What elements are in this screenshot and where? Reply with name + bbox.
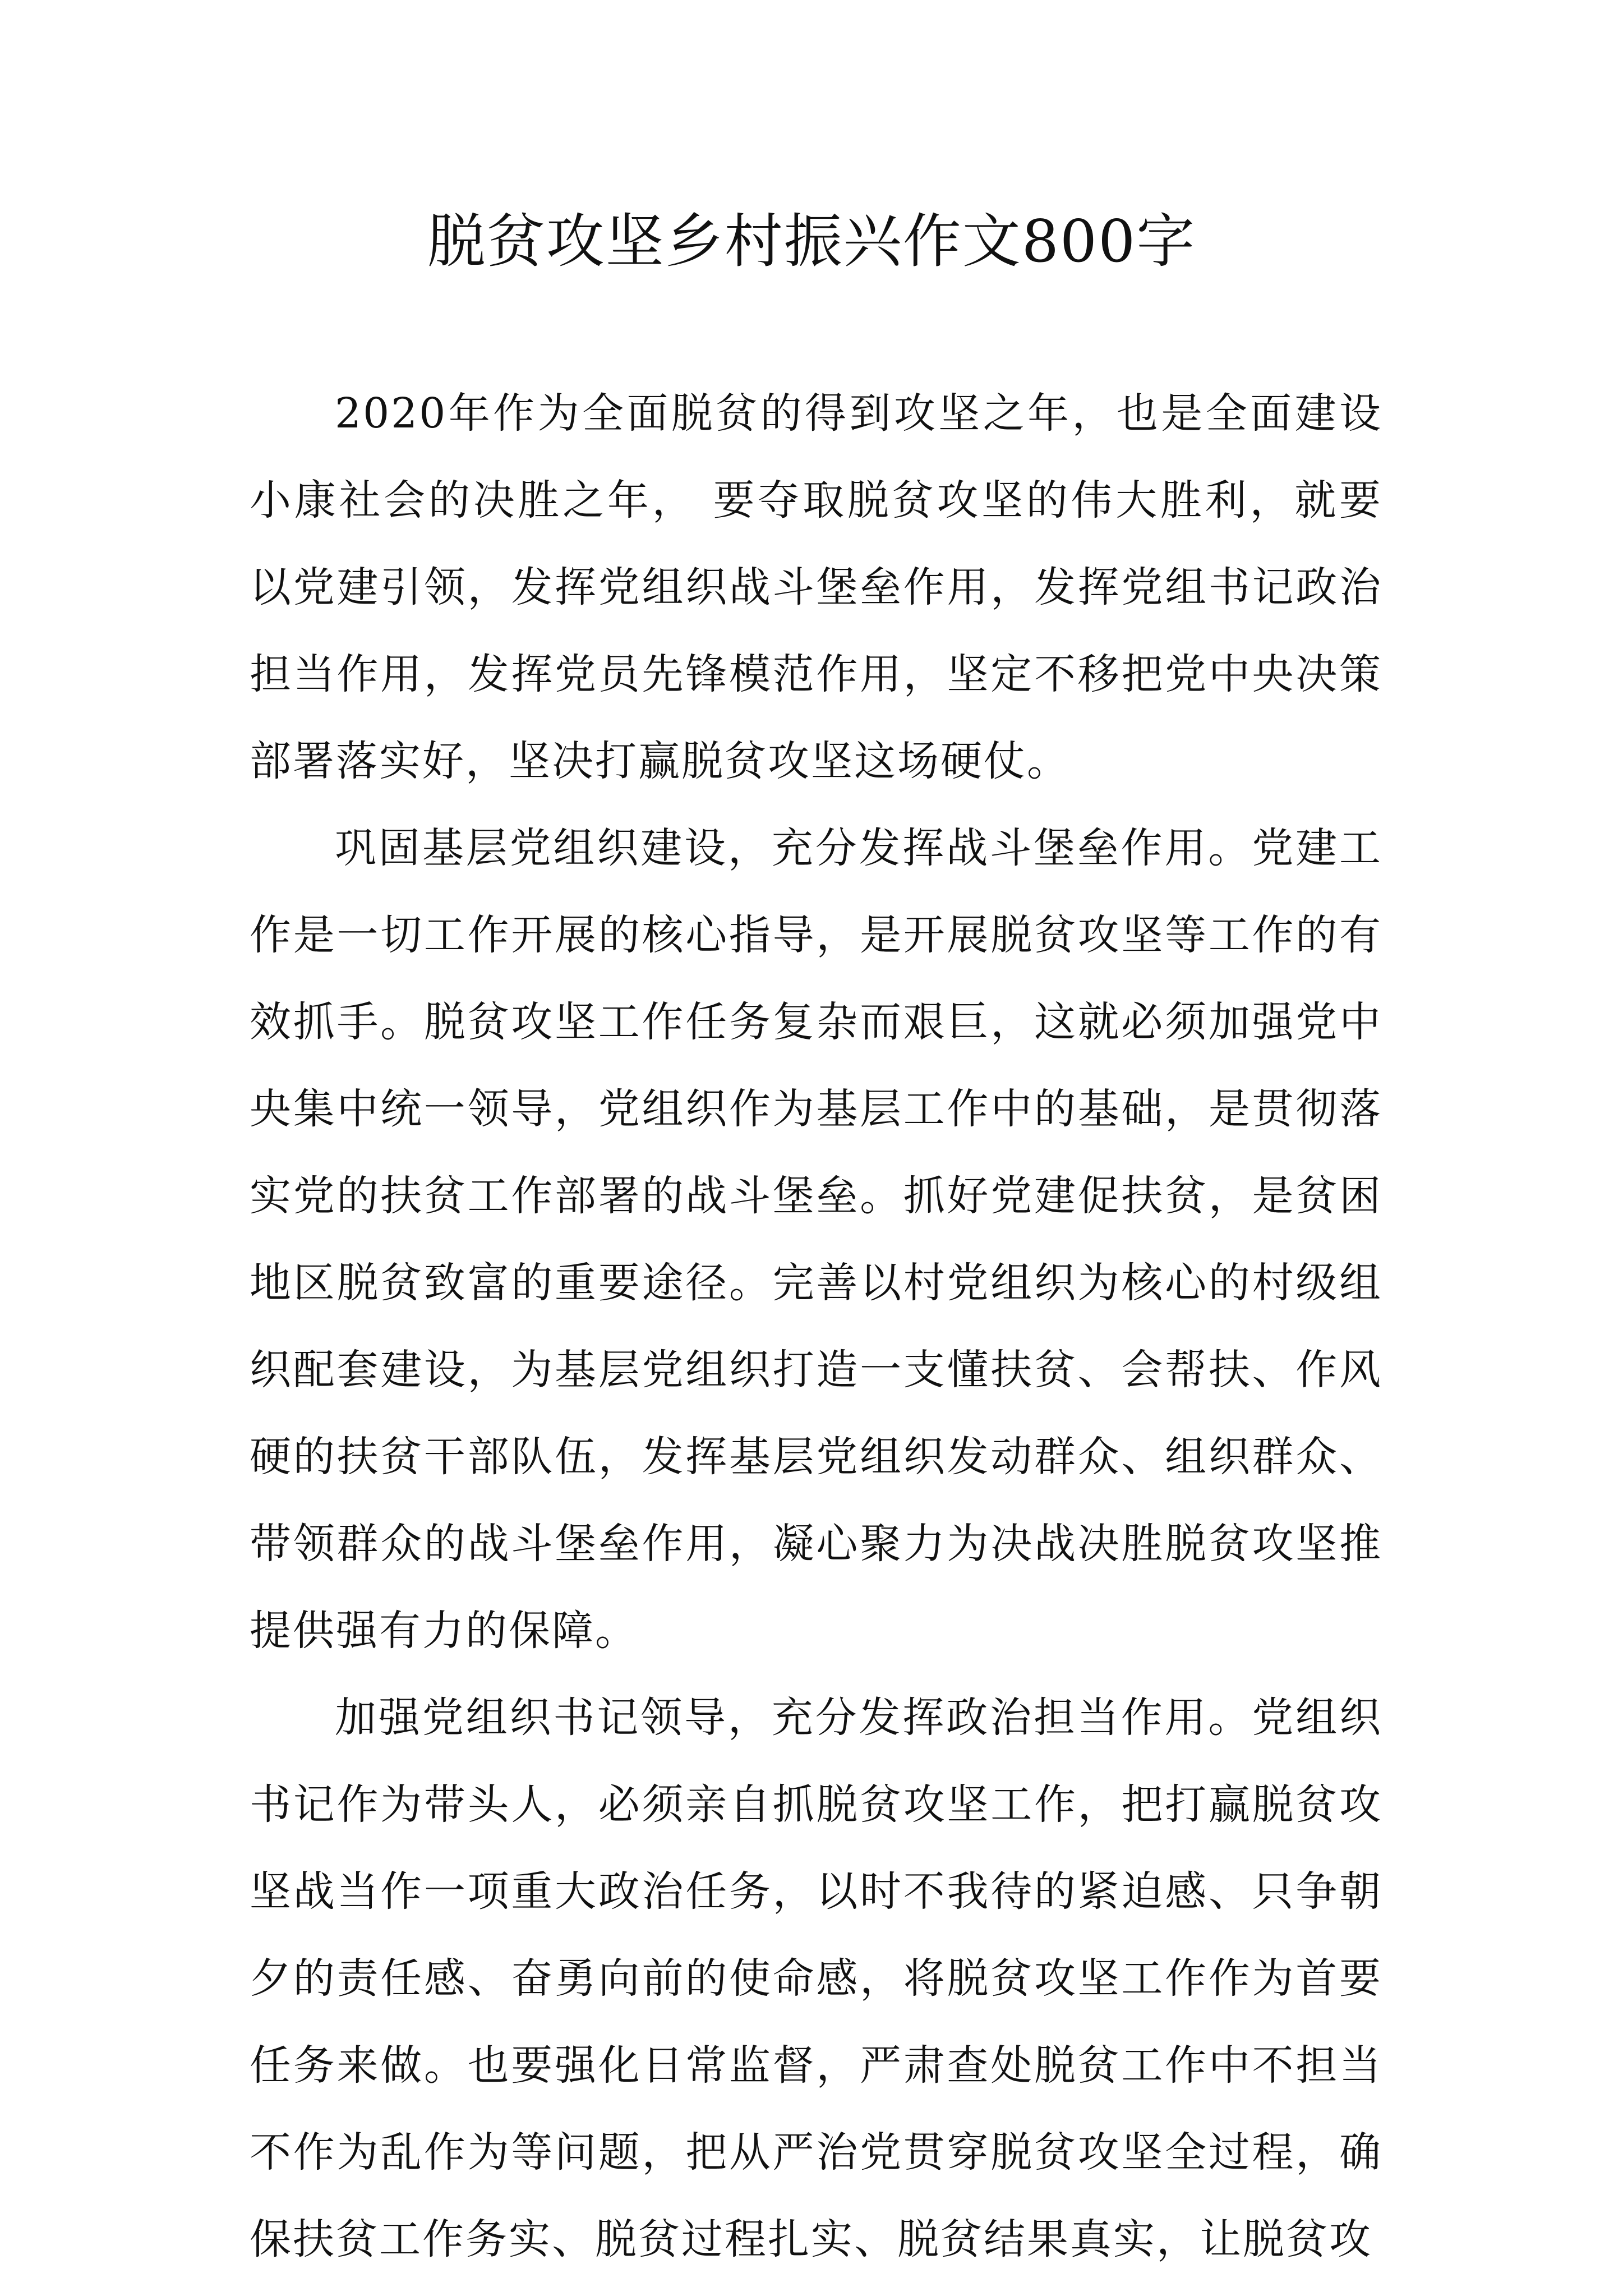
- document-title: 脱贫攻坚乡村振兴作文800字: [427, 207, 1196, 275]
- paragraph-3: 加强党组织书记领导，充分发挥政治担当作用。党组织书记作为带头人，必须亲自抓脱贫攻坚工作，把打赢脱贫攻坚战当作一项重大政治任务，以时不我待的紧迫感、只争朝夕的责任感、奋勇向前的使命感，将脱贫攻坚工作作为首要任务来做。也要强化日常监督，严肃查处脱贫工作中不担当不作为乱作为等问题，把从严治党贯穿脱贫攻坚全过程，确保扶贫工作务实、脱贫过程扎实、脱贫结果真实，让脱贫攻: [250, 1694, 1382, 2263]
- paragraph-2: 巩固基层党组织建设，充分发挥战斗堡垒作用。党建工作是一切工作开展的核心指导，是开展脱贫攻坚等工作的有效抓手。脱贫攻坚工作任务复杂而艰巨，这就必须加强党中央集中统一领导，党组织作为基层工作中的基础，是贯彻落实党的扶贫工作部署的战斗堡垒。抓好党建促扶贫，是贫困地区脱贫致富的重要途径。完善以村党组织为核心的村级组织配套建设，为基层党组织打造一支懂扶贫、会帮扶、作风硬的扶贫干部队伍，发挥基层党组织发动群众、组织群众、带领群众的战斗堡垒作用，凝心聚力为决战决胜脱贫攻坚推提供强有力的保障。: [250, 824, 1382, 1655]
- paragraph-1: 2020年作为全面脱贫的得到攻坚之年，也是全面建设小康社会的决胜之年， 要夺取脱贫攻坚的伟大胜利，就要以党建引领，发挥党组织战斗堡垒作用，发挥党组书记政治担当作用，发挥党员先锋模范作用，坚定不移把党中央决策部署落实好，坚决打赢脱贫攻坚这场硬仗。: [250, 389, 1382, 785]
- document-body: [250, 370, 1382, 2283]
